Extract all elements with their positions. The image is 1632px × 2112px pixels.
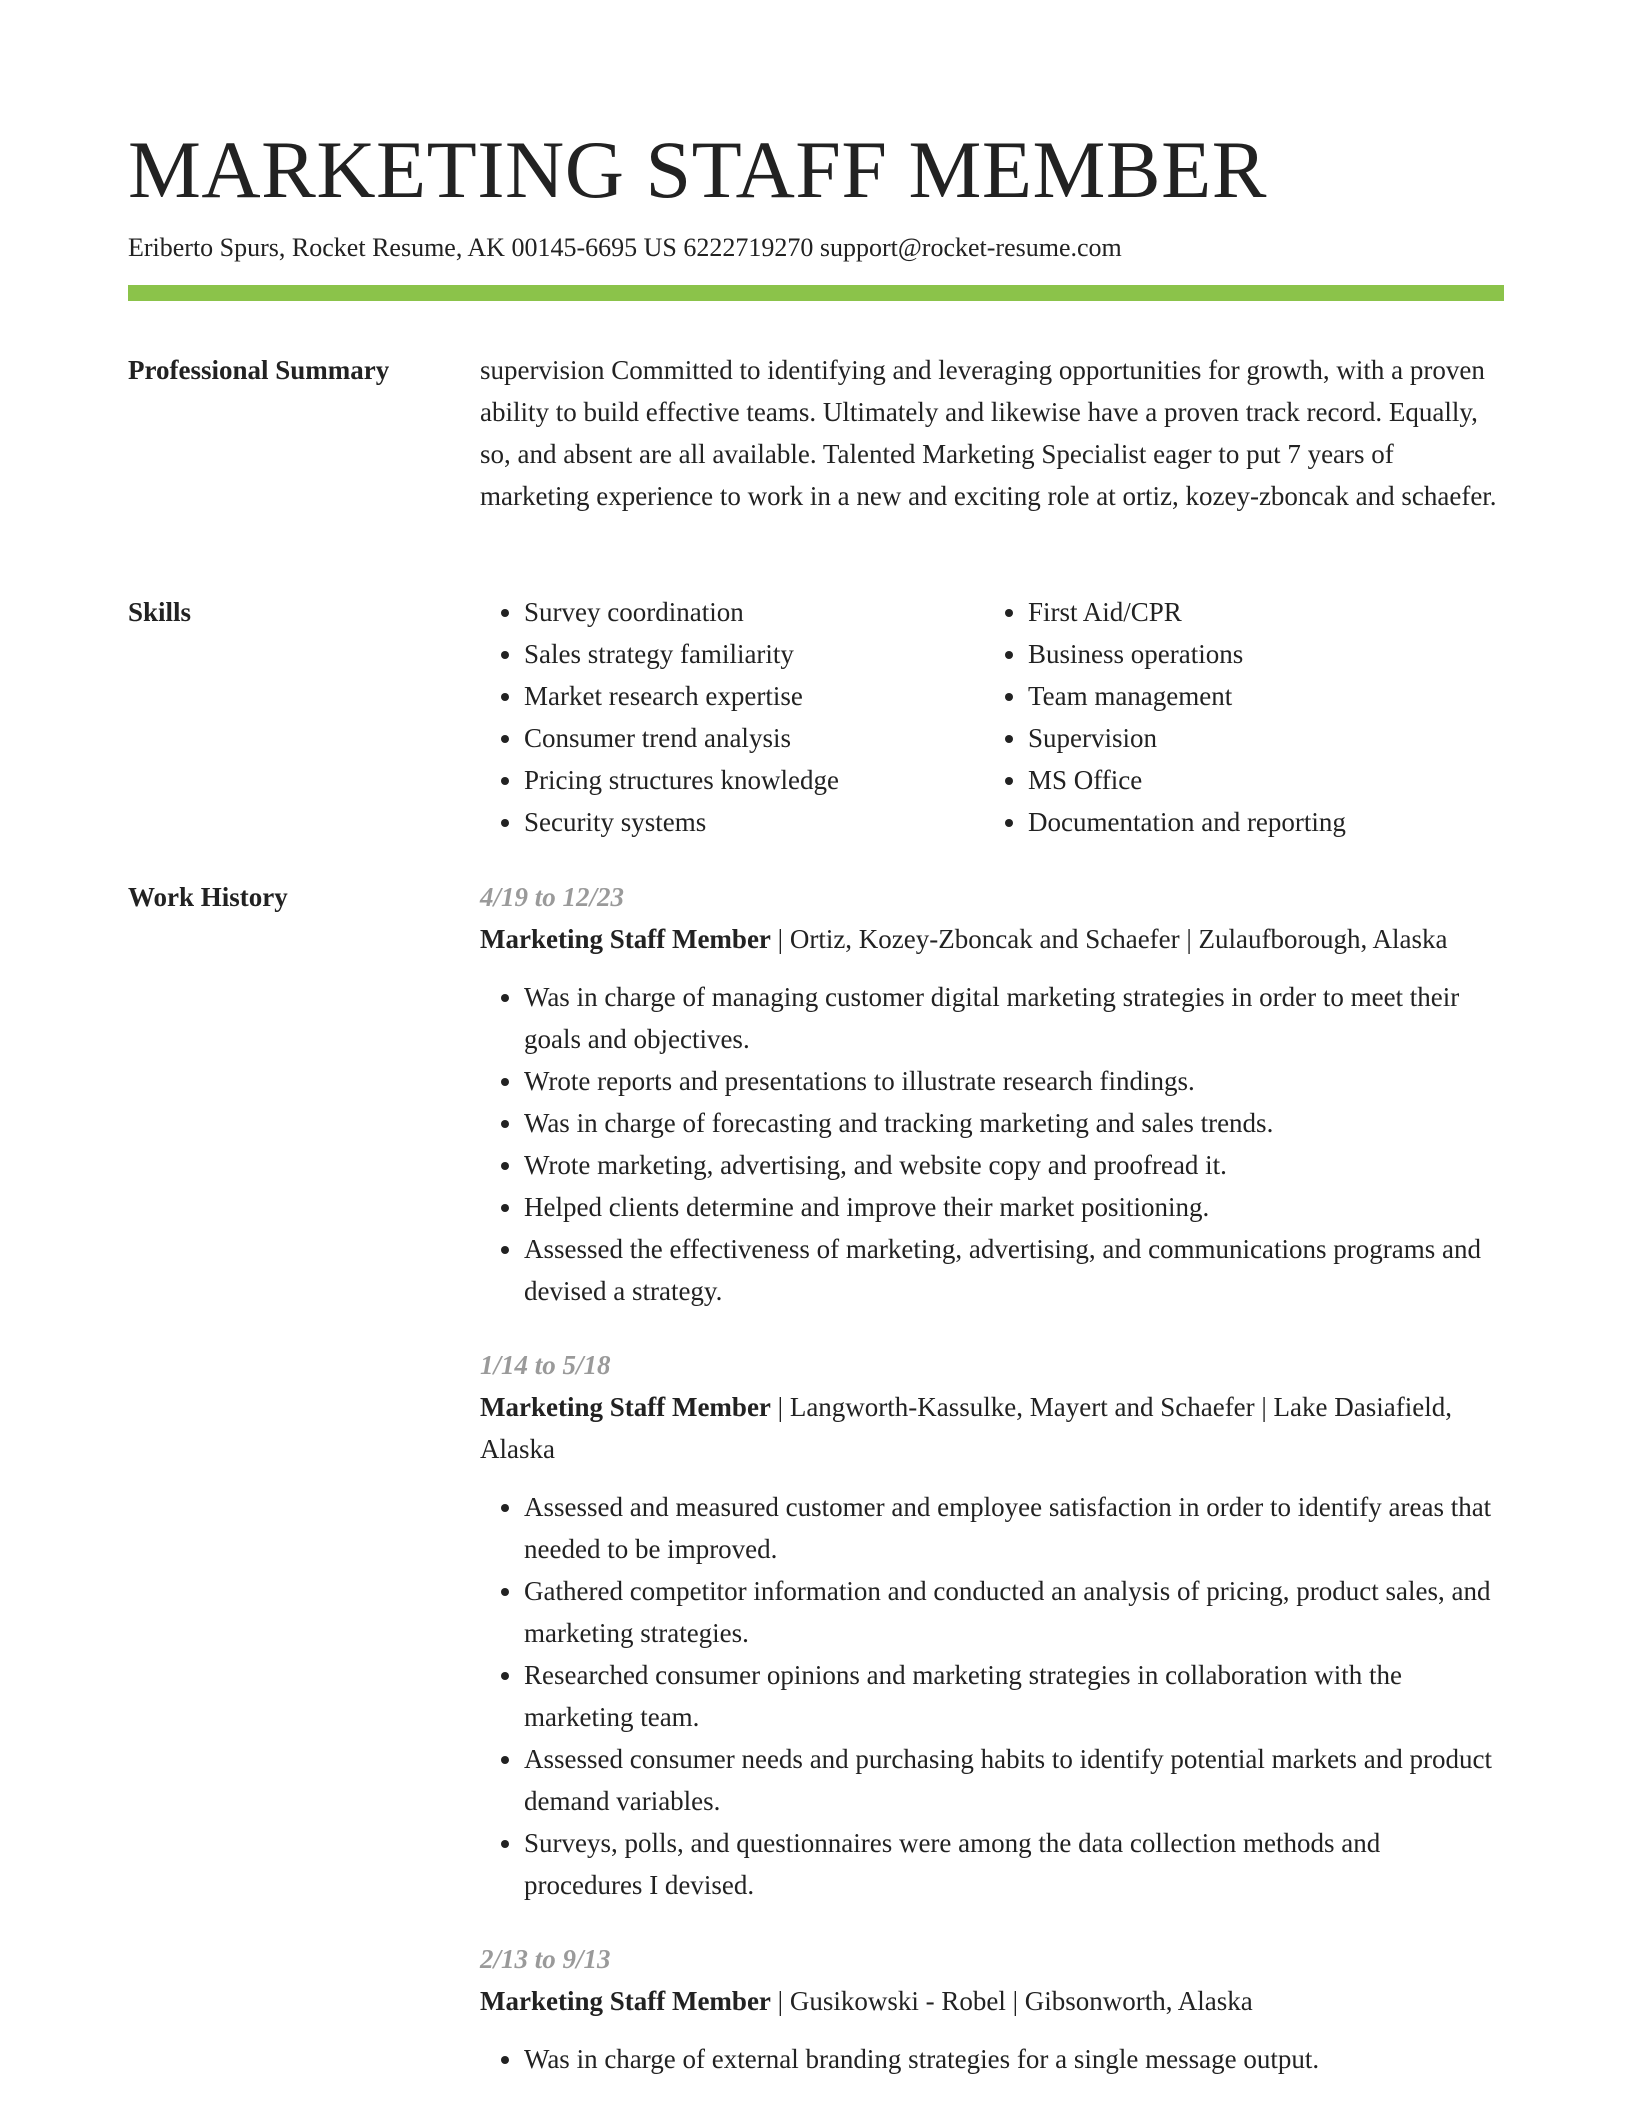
skill-item: • Sales strategy familiarity: [524, 633, 984, 675]
job-entry: [480, 876, 1504, 1312]
job-entry: [480, 1938, 1504, 2080]
job-bullet: • Wrote marketing, advertising, and website copy and proofread it.: [524, 1144, 1504, 1186]
job-dates: 2/13 to 9/13: [480, 1944, 611, 1974]
job-dates: 4/19 to 12/23: [480, 882, 625, 912]
job-title: Marketing Staff Member: [480, 1986, 771, 2016]
job-bullet: • Wrote reports and presentations to illustrate research findings.: [524, 1060, 1504, 1102]
job-dates: 1/14 to 5/18: [480, 1350, 611, 1380]
skill-item: • Survey coordination: [524, 591, 984, 633]
job-bullet: • Assessed consumer needs and purchasing habits to identify potential markets and product demand variables.: [524, 1738, 1504, 1822]
skill-item: • Market research expertise: [524, 675, 984, 717]
skill-item: • Documentation and reporting: [1028, 801, 1488, 843]
skills-heading: Skills: [128, 597, 192, 627]
skills-list-right: [984, 591, 1488, 843]
summary-text: supervision Committed to identifying and leveraging opportunities for growth, with a proven ability to build effective teams. Ultimately and likewise have a proven track record. Equally, so, and absent are all available. Talented Marketing Specialist eager to put 7 years of marketing experience to work in a new and exciting role at ortiz, kozey-zboncak and schaefer.: [480, 355, 1497, 511]
job-bullet: • Assessed and measured customer and employee satisfaction in order to identify areas that needed to be improved.: [524, 1486, 1504, 1570]
job-bullet: • Was in charge of external branding strategies for a single message output.: [524, 2038, 1504, 2080]
job-entry: [480, 1344, 1504, 1906]
job-bullets: [480, 976, 1504, 1312]
skills-list-left: [480, 591, 984, 843]
job-details: | Langworth-Kassulke, Mayert and Schaefer | Lake Dasiafield, Alaska: [480, 1392, 1452, 1464]
job-details: | Gusikowski - Robel | Gibsonworth, Alaska: [770, 1986, 1253, 2016]
job-bullet: • Assessed the effectiveness of marketing, advertising, and communications programs and devised a strategy.: [524, 1228, 1504, 1312]
job-bullet: • Helped clients determine and improve their market positioning.: [524, 1186, 1504, 1228]
accent-divider: [128, 285, 1504, 301]
skill-item: • Consumer trend analysis: [524, 717, 984, 759]
job-bullet: • Was in charge of managing customer digital marketing strategies in order to meet their goals and objectives.: [524, 976, 1504, 1060]
job-header: [480, 918, 1504, 960]
skill-item: • Team management: [1028, 675, 1488, 717]
job-bullet: • Researched consumer opinions and marketing strategies in collaboration with the marketing team.: [524, 1654, 1504, 1738]
job-header: [480, 1386, 1504, 1470]
job-bullet: • Was in charge of forecasting and tracking marketing and sales trends.: [524, 1102, 1504, 1144]
skill-item: • First Aid/CPR: [1028, 591, 1488, 633]
skill-item: • Business operations: [1028, 633, 1488, 675]
summary-heading: Professional Summary: [128, 355, 390, 385]
job-details: | Ortiz, Kozey-Zboncak and Schaefer | Zulaufborough, Alaska: [770, 924, 1448, 954]
job-bullets: [480, 1486, 1504, 1906]
job-bullet: • Gathered competitor information and conducted an analysis of pricing, product sales, and marketing strategies.: [524, 1570, 1504, 1654]
job-title: Marketing Staff Member: [480, 1392, 771, 1422]
job-header: [480, 1980, 1504, 2022]
skill-item: • Security systems: [524, 801, 984, 843]
work-history-heading: Work History: [128, 882, 288, 912]
skill-item: • Supervision: [1028, 717, 1488, 759]
job-bullet: • Surveys, polls, and questionnaires were among the data collection methods and procedures I devised.: [524, 1822, 1504, 1906]
skill-item: • MS Office: [1028, 759, 1488, 801]
contact-line: Eriberto Spurs, Rocket Resume, AK 00145-6695 US 6222719270 support@rocket-resume.com: [128, 233, 1122, 262]
job-title: Marketing Staff Member: [480, 924, 771, 954]
skill-item: • Pricing structures knowledge: [524, 759, 984, 801]
resume-title: MARKETING STAFF MEMBER: [128, 124, 1267, 215]
job-bullets: [480, 2038, 1504, 2080]
